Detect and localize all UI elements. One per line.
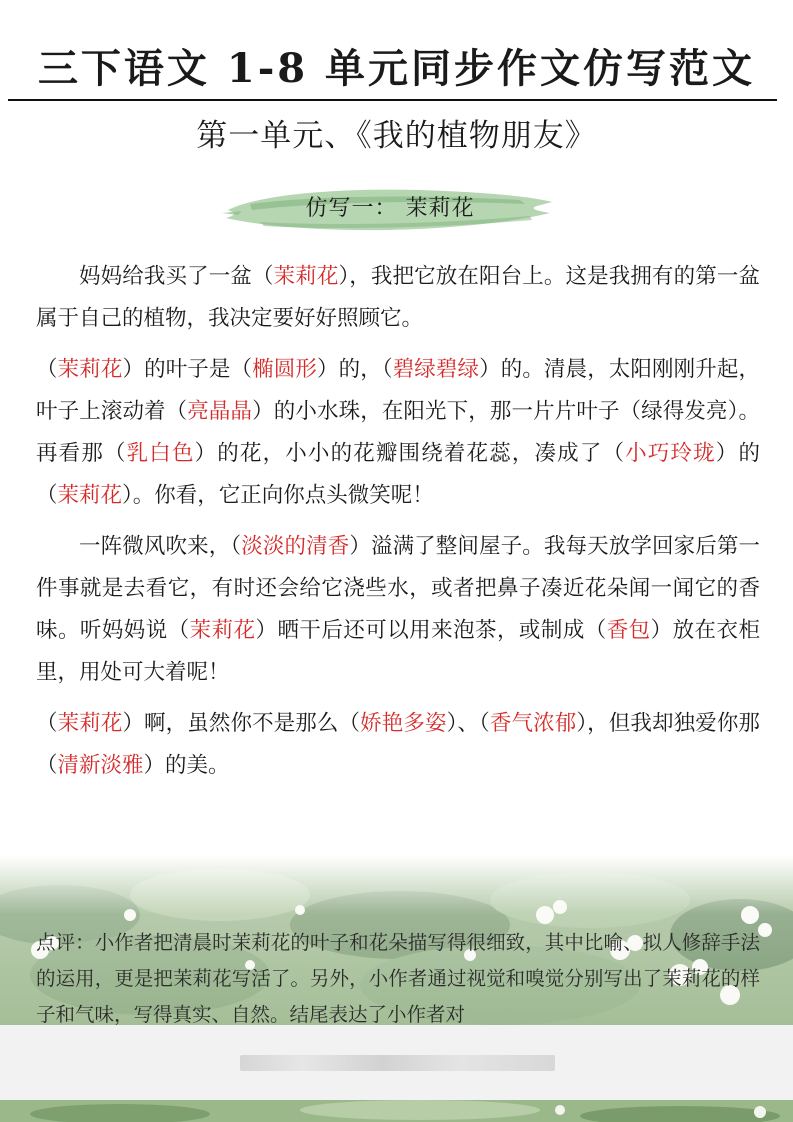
essay-text: ）、（ [446,711,490,736]
jasmine-background-bottom [0,1100,793,1122]
banner-label: 仿写一： 茉莉花 [305,196,475,221]
essay-text: ）的（ [36,441,760,508]
essay-text: ）溢满了整间屋子。我每天放学回家后第一件事就是去看它，有时还会给它浇些水，或者把鼻子凑近花朵闻一闻它的香味。听妈妈说（ [36,534,760,643]
essay-text: ）的叶子是（ [122,357,253,382]
unit-title: 第一单元、《我的植物朋友》 [196,118,597,154]
filled-blank-text: 香气浓郁 [489,711,577,736]
filled-blank-text: 清新淡雅 [57,753,144,778]
filled-blank-text: 碧绿碧绿 [392,357,480,382]
essay-body [36,256,760,796]
essay-paragraph-3 [36,526,760,694]
blurred-placeholder [240,1055,555,1071]
essay-text: （ [36,711,58,736]
filled-blank-text: 茉莉花 [57,711,123,736]
essay-paragraph-1 [36,256,760,340]
section-banner [220,180,560,238]
essay-text: ）晒干后还可以用来泡茶，或制成（ [255,618,607,643]
filled-blank-text: 香包 [606,618,651,643]
essay-text: ），我把它放在阳台上。这是我拥有的第一盆属于自己的植物，我决定要好好照顾它。 [36,264,760,331]
essay-paragraph-4 [36,703,760,787]
filled-blank-text: 乳白色 [126,441,195,466]
filled-blank-text: 椭圆形 [252,357,317,382]
filled-blank-text: 茉莉花 [273,264,339,289]
essay-text: ）的，（ [316,357,393,382]
comment-text: 点评：小作者把清晨时茉莉花的叶子和花朵描写得很细致，其中比喻、拟人修辞手法的运用，更是把茉莉花写活了。另外，小作者通过视觉和嗅觉分别写出了茉莉花的样子和气味，写得真实、自然。结尾表达了小作者对 [36,931,760,1025]
title-divider [8,99,777,101]
essay-text: ）的小水珠，在阳光下，那一片片叶子（绿得发亮）。再看那（ [36,399,760,466]
essay-text: ）放在衣柜里，用处可大着呢！ [36,618,760,685]
essay-text: ）啊，虽然你不是那么（ [122,711,361,736]
filled-blank-text: 小巧玲珑 [625,441,716,466]
filled-blank-text: 亮晶晶 [187,399,253,424]
essay-text: （ [36,357,58,382]
essay-text: 妈妈给我买了一盆（ [79,264,274,289]
comment-clip [0,925,793,1025]
filled-blank-text: 茉莉花 [57,483,123,508]
filled-blank-text: 茉莉花 [57,357,123,382]
filled-blank-text: 茉莉花 [189,618,256,643]
filled-blank-text: 娇艳多姿 [360,711,447,736]
essay-text: 一阵微风吹来，（ [79,534,242,559]
essay-text: ），但我却独爱你那（ [36,711,760,778]
essay-paragraph-2 [36,349,760,517]
page-title: 三下语文 1-8 单元同步作文仿写范文 [37,45,756,92]
essay-text: ）的。清晨，太阳刚刚升起，叶子上滚动着（ [36,357,760,424]
essay-text: ）的花，小小的花瓣围绕着花蕊，凑成了（ [194,441,626,466]
essay-text: ）的美。 [143,753,230,778]
essay-text: ）。你看，它正向你点头微笑呢！ [122,483,434,508]
filled-blank-text: 淡淡的清香 [241,534,350,559]
